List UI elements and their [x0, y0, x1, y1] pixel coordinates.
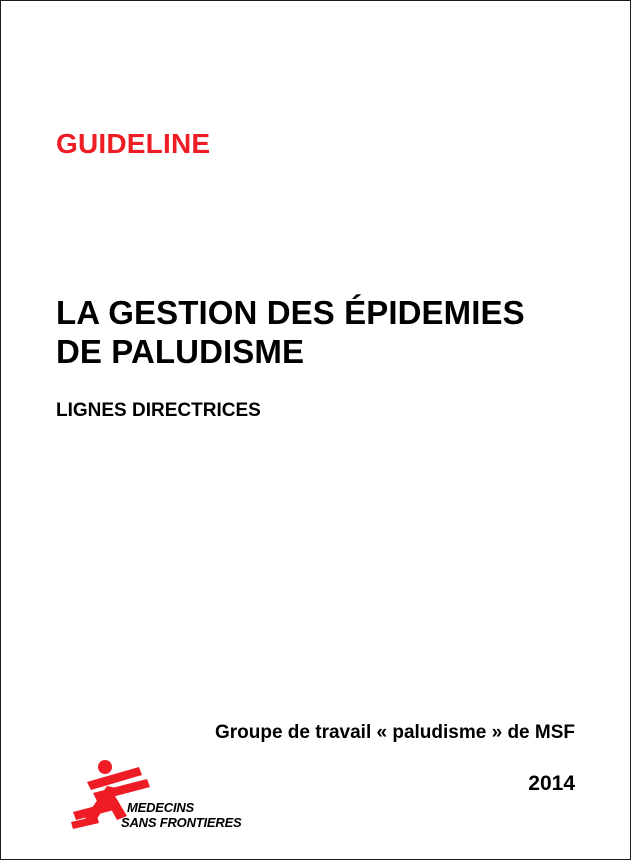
document-title-line-1: LA GESTION DES ÉPIDEMIES: [56, 294, 525, 331]
document-subtitle: LIGNES DIRECTRICES: [56, 400, 261, 421]
msf-logo-text: [121, 800, 242, 830]
document-year: 2014: [528, 772, 575, 795]
document-type-label: GUIDELINE: [56, 128, 211, 159]
document-title-line-2: DE PALUDISME: [56, 333, 305, 370]
msf-logo: [67, 756, 257, 836]
document-title: [56, 293, 616, 371]
document-authors: Groupe de travail « paludisme » de MSF: [214, 722, 575, 743]
msf-logo-line-1: MEDECINS: [127, 800, 195, 815]
msf-logo-line-2: SANS FRONTIERES: [121, 815, 242, 830]
